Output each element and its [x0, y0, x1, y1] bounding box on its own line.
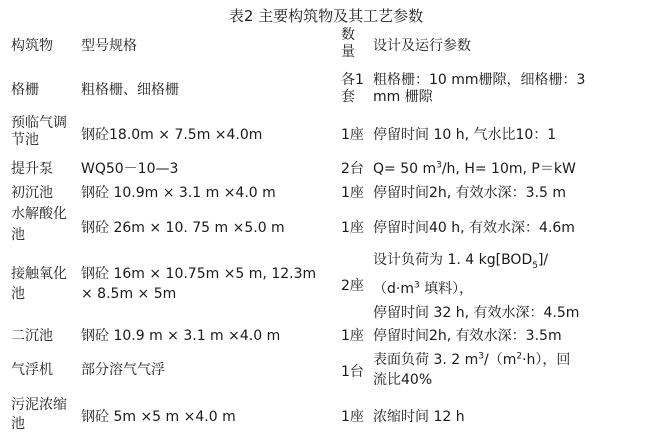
spec: 粗格栅、细格栅 — [81, 82, 179, 98]
structure-name: 预临气调 节池 — [11, 115, 67, 148]
structure-name: 气浮机 — [11, 362, 53, 378]
quantity: 2台 — [341, 161, 364, 177]
structure-name: 污泥浓缩 池 — [11, 397, 67, 432]
spec: 钢砼 10.9 m × 3.1 m ×4.0 m — [81, 328, 281, 344]
structure-name: 水解酸化 池 — [11, 206, 67, 243]
header-params: 设计及运行参数 — [373, 38, 471, 54]
header-qty: 数 量 — [341, 27, 355, 60]
spec: WQ50－10—3 — [81, 161, 179, 177]
header-spec: 型号规格 — [81, 38, 137, 54]
quantity: 1座 — [341, 127, 364, 143]
params: 表面负荷 3. 2 $m^3/(m^2\cdot h)$，回 流比40% — [373, 351, 571, 388]
params: 浓缩时间 12 h — [373, 409, 465, 425]
quantity: 2座 — [341, 278, 364, 294]
quantity: 1座 — [341, 185, 364, 201]
spec: 钢砼 26m × 10. 75 m ×5.0 m — [81, 220, 285, 236]
spec: 部分溶气气浮 — [81, 362, 165, 378]
spec: 钢砼 5m ×5 m ×4.0 m — [81, 409, 236, 425]
spec: 钢砼 16m × 10.75m ×5 m, 12.3m × 8.5m × 5m — [81, 266, 317, 302]
quantity: 各1 套 — [341, 72, 364, 105]
params: 停留时间2h, 有效水深：3.5 m — [373, 185, 567, 201]
structure-name: 提升泵 — [11, 161, 53, 177]
params: Q= 50 $m^3/h$, H= 10m, P＝kW — [373, 160, 576, 177]
structure-name: 格栅 — [11, 82, 39, 98]
structure-name: 接触氧化 池 — [11, 266, 67, 302]
header-structure: 构筑物 — [11, 38, 53, 54]
spec: 钢砼 10.9m × 3.1 m ×4.0 m — [81, 185, 276, 201]
structure-name: 二沉池 — [11, 328, 53, 344]
params: 设计负荷为 1. 4 $kg[BOD_5]/$ （$d\cdot m^3$ 填料）， 停留时间 32 h, 有效水深：4.5m — [373, 252, 580, 321]
quantity: 1座 — [341, 328, 364, 344]
quantity: 1座 — [341, 220, 364, 236]
table-title: 表2 主要构筑物及其工艺参数 — [228, 7, 424, 25]
spec: 钢砼18.0m × 7.5m ×4.0m — [81, 127, 263, 143]
quantity: 1台 — [341, 364, 364, 380]
structure-name: 初沉池 — [11, 185, 53, 201]
params: 停留时间40 h, 有效水深：4.6m — [373, 220, 575, 236]
params: 停留时间2h, 有效水深：3.5m — [373, 328, 562, 344]
params: 粗格栅：10 mm栅隙，细格栅：3 mm 栅隙 — [373, 72, 586, 105]
params: 停留时间 10 h, 气水比10：1 — [373, 127, 557, 143]
quantity: 1座 — [341, 409, 364, 425]
